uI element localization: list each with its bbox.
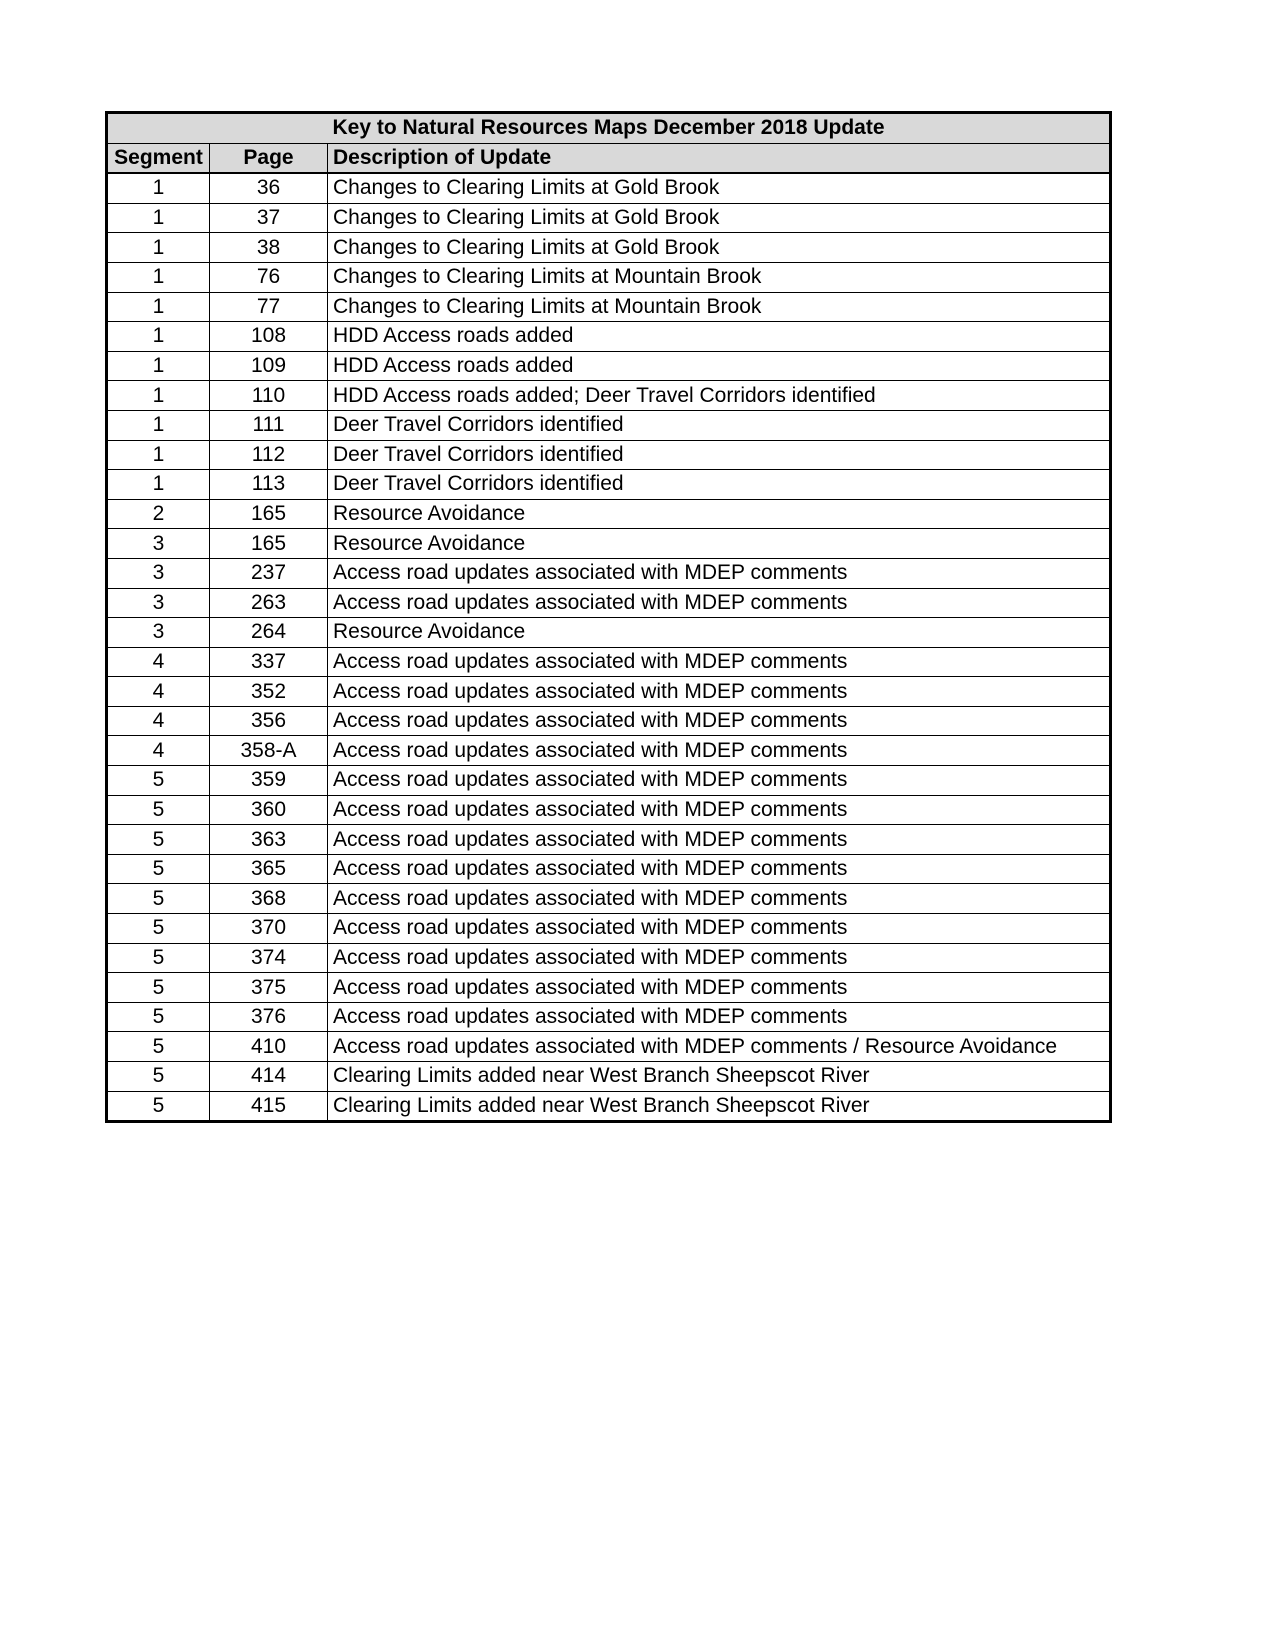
table-row xyxy=(107,1062,1111,1092)
title-row xyxy=(107,113,1111,144)
table-row xyxy=(107,529,1111,559)
table-row xyxy=(107,1002,1111,1032)
cell-segment: 1 xyxy=(107,322,210,352)
column-header-page: Page xyxy=(210,143,328,173)
cell-description: HDD Access roads added xyxy=(328,351,1111,381)
table-title: Key to Natural Resources Maps December 2018 Update xyxy=(107,113,1111,144)
cell-description: Changes to Clearing Limits at Mountain Brook xyxy=(328,262,1111,292)
table-row xyxy=(107,233,1111,263)
table-row xyxy=(107,736,1111,766)
table-row xyxy=(107,677,1111,707)
cell-segment: 5 xyxy=(107,1002,210,1032)
cell-segment: 1 xyxy=(107,440,210,470)
table-row xyxy=(107,292,1111,322)
cell-description: Changes to Clearing Limits at Mountain Brook xyxy=(328,292,1111,322)
cell-segment: 1 xyxy=(107,351,210,381)
cell-page: 109 xyxy=(210,351,328,381)
cell-page: 113 xyxy=(210,470,328,500)
cell-page: 110 xyxy=(210,381,328,411)
cell-segment: 1 xyxy=(107,470,210,500)
cell-description: Changes to Clearing Limits at Gold Brook xyxy=(328,173,1111,203)
cell-page: 363 xyxy=(210,825,328,855)
cell-description: Clearing Limits added near West Branch Sheepscot River xyxy=(328,1062,1111,1092)
cell-description: Access road updates associated with MDEP comments xyxy=(328,647,1111,677)
cell-page: 38 xyxy=(210,233,328,263)
table-row xyxy=(107,499,1111,529)
cell-description: Access road updates associated with MDEP comments xyxy=(328,795,1111,825)
table-row xyxy=(107,351,1111,381)
cell-description: Deer Travel Corridors identified xyxy=(328,410,1111,440)
table-row xyxy=(107,647,1111,677)
table-row xyxy=(107,973,1111,1003)
table-row xyxy=(107,706,1111,736)
cell-segment: 5 xyxy=(107,914,210,944)
table-row xyxy=(107,914,1111,944)
cell-page: 108 xyxy=(210,322,328,352)
cell-segment: 3 xyxy=(107,558,210,588)
table-row xyxy=(107,618,1111,648)
column-header-segment: Segment xyxy=(107,143,210,173)
cell-description: Access road updates associated with MDEP comments xyxy=(328,854,1111,884)
cell-segment: 1 xyxy=(107,233,210,263)
table-row xyxy=(107,588,1111,618)
cell-segment: 5 xyxy=(107,1032,210,1062)
cell-segment: 1 xyxy=(107,203,210,233)
cell-description: Access road updates associated with MDEP comments xyxy=(328,736,1111,766)
cell-description: Access road updates associated with MDEP comments xyxy=(328,677,1111,707)
cell-segment: 2 xyxy=(107,499,210,529)
cell-segment: 4 xyxy=(107,706,210,736)
table-row xyxy=(107,440,1111,470)
cell-segment: 4 xyxy=(107,677,210,707)
cell-description: Access road updates associated with MDEP comments xyxy=(328,706,1111,736)
cell-segment: 5 xyxy=(107,1091,210,1122)
cell-page: 337 xyxy=(210,647,328,677)
cell-description: Changes to Clearing Limits at Gold Brook xyxy=(328,233,1111,263)
cell-description: Access road updates associated with MDEP comments xyxy=(328,766,1111,796)
cell-segment: 4 xyxy=(107,736,210,766)
cell-description: Access road updates associated with MDEP comments xyxy=(328,1002,1111,1032)
cell-segment: 5 xyxy=(107,943,210,973)
cell-page: 264 xyxy=(210,618,328,648)
cell-page: 111 xyxy=(210,410,328,440)
cell-description: Access road updates associated with MDEP comments xyxy=(328,973,1111,1003)
table-row xyxy=(107,1091,1111,1122)
cell-page: 112 xyxy=(210,440,328,470)
cell-page: 356 xyxy=(210,706,328,736)
cell-segment: 1 xyxy=(107,262,210,292)
cell-segment: 5 xyxy=(107,766,210,796)
cell-segment: 5 xyxy=(107,795,210,825)
table-row xyxy=(107,854,1111,884)
cell-page: 375 xyxy=(210,973,328,1003)
cell-page: 376 xyxy=(210,1002,328,1032)
table-row xyxy=(107,558,1111,588)
table-row xyxy=(107,322,1111,352)
cell-page: 360 xyxy=(210,795,328,825)
cell-segment: 3 xyxy=(107,588,210,618)
cell-segment: 1 xyxy=(107,292,210,322)
cell-page: 370 xyxy=(210,914,328,944)
cell-page: 374 xyxy=(210,943,328,973)
cell-description: Clearing Limits added near West Branch Sheepscot River xyxy=(328,1091,1111,1122)
cell-segment: 3 xyxy=(107,618,210,648)
cell-description: Access road updates associated with MDEP comments xyxy=(328,943,1111,973)
table-body xyxy=(107,173,1111,1122)
cell-page: 263 xyxy=(210,588,328,618)
cell-segment: 5 xyxy=(107,854,210,884)
cell-segment: 5 xyxy=(107,973,210,1003)
cell-page: 415 xyxy=(210,1091,328,1122)
cell-segment: 5 xyxy=(107,1062,210,1092)
table-row xyxy=(107,410,1111,440)
table-row xyxy=(107,203,1111,233)
cell-segment: 5 xyxy=(107,825,210,855)
table-row xyxy=(107,825,1111,855)
table-row xyxy=(107,173,1111,203)
cell-page: 368 xyxy=(210,884,328,914)
cell-description: HDD Access roads added; Deer Travel Corridors identified xyxy=(328,381,1111,411)
cell-page: 237 xyxy=(210,558,328,588)
table-row xyxy=(107,262,1111,292)
table-row xyxy=(107,470,1111,500)
cell-page: 358-A xyxy=(210,736,328,766)
cell-segment: 1 xyxy=(107,410,210,440)
cell-page: 165 xyxy=(210,529,328,559)
cell-page: 359 xyxy=(210,766,328,796)
cell-description: Access road updates associated with MDEP comments xyxy=(328,558,1111,588)
table-row xyxy=(107,1032,1111,1062)
column-header-row xyxy=(107,143,1111,173)
table-row xyxy=(107,795,1111,825)
table-row xyxy=(107,943,1111,973)
cell-description: Resource Avoidance xyxy=(328,529,1111,559)
cell-segment: 1 xyxy=(107,381,210,411)
cell-page: 36 xyxy=(210,173,328,203)
cell-description: HDD Access roads added xyxy=(328,322,1111,352)
cell-page: 77 xyxy=(210,292,328,322)
cell-segment: 5 xyxy=(107,884,210,914)
cell-description: Access road updates associated with MDEP comments xyxy=(328,884,1111,914)
cell-description: Access road updates associated with MDEP comments xyxy=(328,825,1111,855)
cell-segment: 3 xyxy=(107,529,210,559)
cell-description: Access road updates associated with MDEP comments xyxy=(328,588,1111,618)
cell-segment: 4 xyxy=(107,647,210,677)
cell-description: Deer Travel Corridors identified xyxy=(328,470,1111,500)
table-row xyxy=(107,884,1111,914)
table-row xyxy=(107,381,1111,411)
cell-page: 37 xyxy=(210,203,328,233)
cell-description: Changes to Clearing Limits at Gold Brook xyxy=(328,203,1111,233)
cell-description: Deer Travel Corridors identified xyxy=(328,440,1111,470)
cell-page: 165 xyxy=(210,499,328,529)
cell-page: 76 xyxy=(210,262,328,292)
cell-page: 410 xyxy=(210,1032,328,1062)
cell-page: 414 xyxy=(210,1062,328,1092)
cell-segment: 1 xyxy=(107,173,210,203)
key-table xyxy=(105,111,1112,1123)
cell-description: Resource Avoidance xyxy=(328,499,1111,529)
cell-page: 365 xyxy=(210,854,328,884)
column-header-description: Description of Update xyxy=(328,143,1111,173)
cell-description: Resource Avoidance xyxy=(328,618,1111,648)
cell-description: Access road updates associated with MDEP comments / Resource Avoidance xyxy=(328,1032,1111,1062)
cell-description: Access road updates associated with MDEP comments xyxy=(328,914,1111,944)
cell-page: 352 xyxy=(210,677,328,707)
table-row xyxy=(107,766,1111,796)
